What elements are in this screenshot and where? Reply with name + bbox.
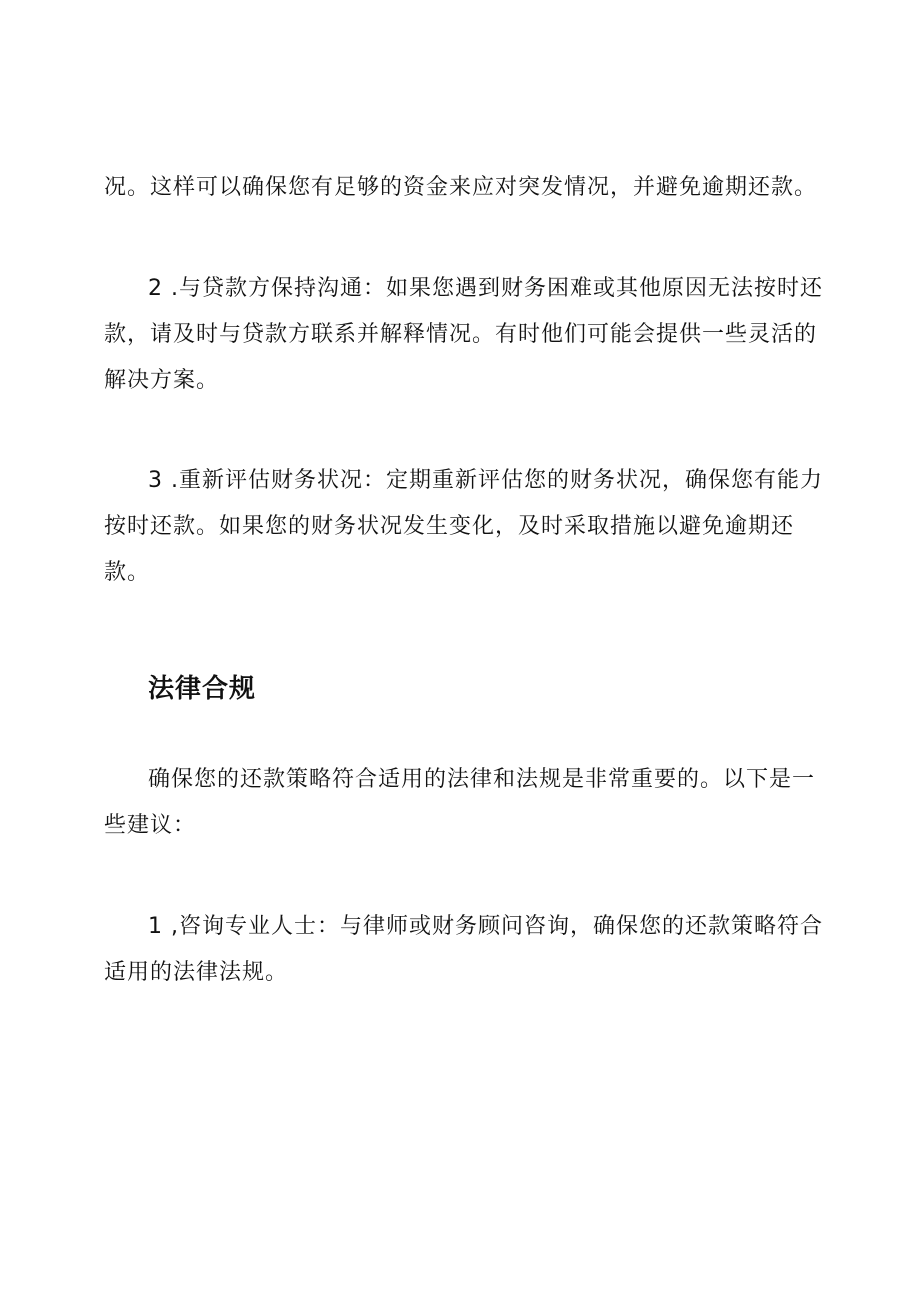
paragraph-item-3: 3 .重新评估财务状况：定期重新评估您的财务状况，确保您有能力按时还款。如果您的财务状况发生变化，及时采取措施以避免逾期还款。 bbox=[104, 468, 823, 585]
section-heading: 法律合规 bbox=[148, 674, 257, 704]
paragraph-continuation: 况。这样可以确保您有足够的资金来应对突发情况，并避免逾期还款。 bbox=[104, 175, 818, 200]
paragraph-item-1: 1 ,咨询专业人士：与律师或财务顾问咨询，确保您的还款策略符合适用的法律法规。 bbox=[104, 914, 823, 985]
paragraph-item-2: 2 .与贷款方保持沟通：如果您遇到财务困难或其他原因无法按时还款，请及时与贷款方联系并解释情况。有时他们可能会提供一些灵活的解决方案。 bbox=[104, 276, 823, 393]
paragraph-intro: 确保您的还款策略符合适用的法律和法规是非常重要的。以下是一些建议： bbox=[104, 767, 816, 838]
